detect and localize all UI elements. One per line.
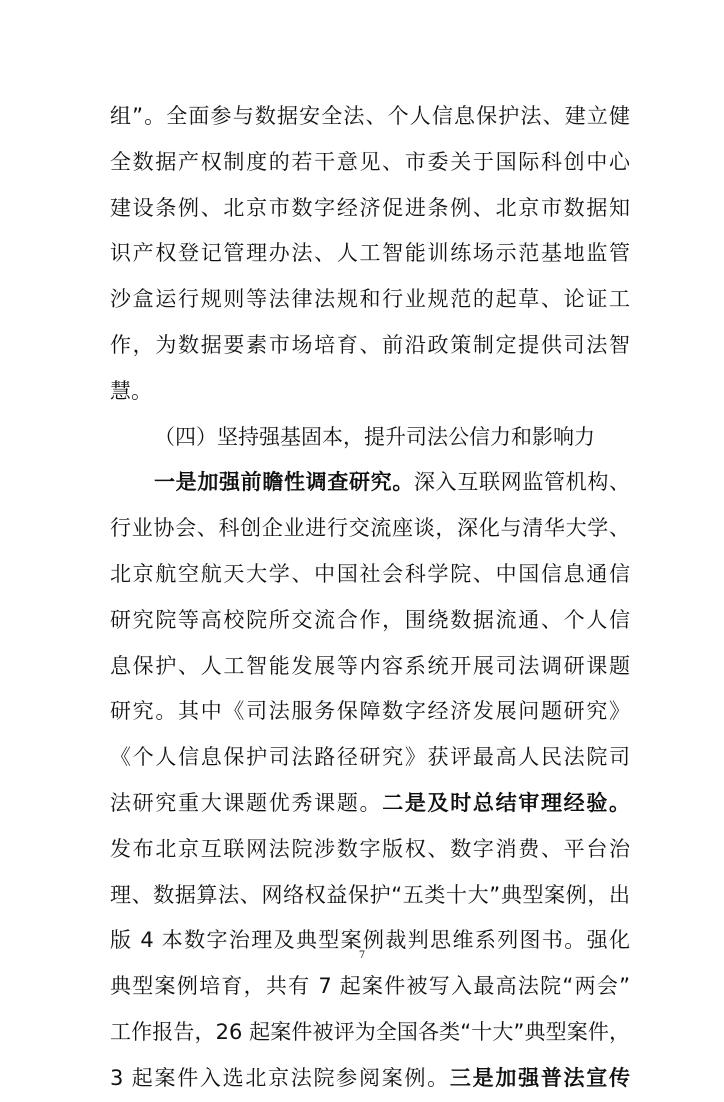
text-line: 研究院等高校院所交流合作，围绕数据流通、个人信 [110,607,630,632]
text-line: 工作报告，26 起案件被评为全国各类“十大”典型案件， [110,1019,630,1044]
text-line [110,781,630,827]
text-span: 深入互联网监管机构、 [414,470,630,495]
text-line: 研究。其中《司法服务保障数字经济发展问题研究》 [110,699,630,724]
text-line: 沙盒运行规则等法律法规和行业规范的起草、论证工 [110,287,630,312]
text-line: 作，为数据要素市场培育、前沿政策制定提供司法智 [110,332,630,357]
text-line [110,1056,630,1102]
text-line: 行业协会、科创企业进行交流座谈，深化与清华大学、 [110,516,630,541]
text-line [110,460,630,506]
text-line: 全数据产权制度的若干意见、市委关于国际科创中心 [110,149,630,174]
section-heading: （四）坚持强基固本，提升司法公信力和影响力 [154,424,595,449]
text-line: 组”。全面参与数据安全法、个人信息保护法、建立健 [110,104,630,128]
text-line: 息保护、人工智能发展等内容系统开展司法调研课题 [110,653,630,678]
text-span: 法研究重大课题优秀课题。 [110,790,383,815]
text-line: 北京航空航天大学、中国社会科学院、中国信息通信 [110,561,630,586]
bold-lead: 一是加强前瞻性调查研究。 [154,470,414,495]
text-line: 典型案例培育，共有 7 起案件被写入最高法院“两会” [110,974,630,999]
bold-lead: 二是及时总结审理经验。 [382,790,631,815]
bold-lead: 三是加强普法宣传 [449,1065,630,1090]
text-line: 识产权登记管理办法、人工智能训练场示范基地监管 [110,241,630,266]
text-line: 慧。 [110,378,152,403]
text-line: 《个人信息保护司法路径研究》获评最高人民法院司 [110,745,630,770]
page-number: 7 [358,950,366,961]
text-line: 建设条例、北京市数字经济促进条例、北京市数据知 [110,195,630,220]
text-line: 发布北京互联网法院涉数字版权、数字消费、平台治 [110,836,630,861]
text-line: 版 4 本数字治理及典型案例裁判思维系列图书。强化 [110,928,630,953]
text-span: 3 起案件入选北京法院参阅案例。 [110,1065,450,1090]
text-line: 理、数据算法、网络权益保护“五类十大”典型案例，出 [110,882,630,907]
